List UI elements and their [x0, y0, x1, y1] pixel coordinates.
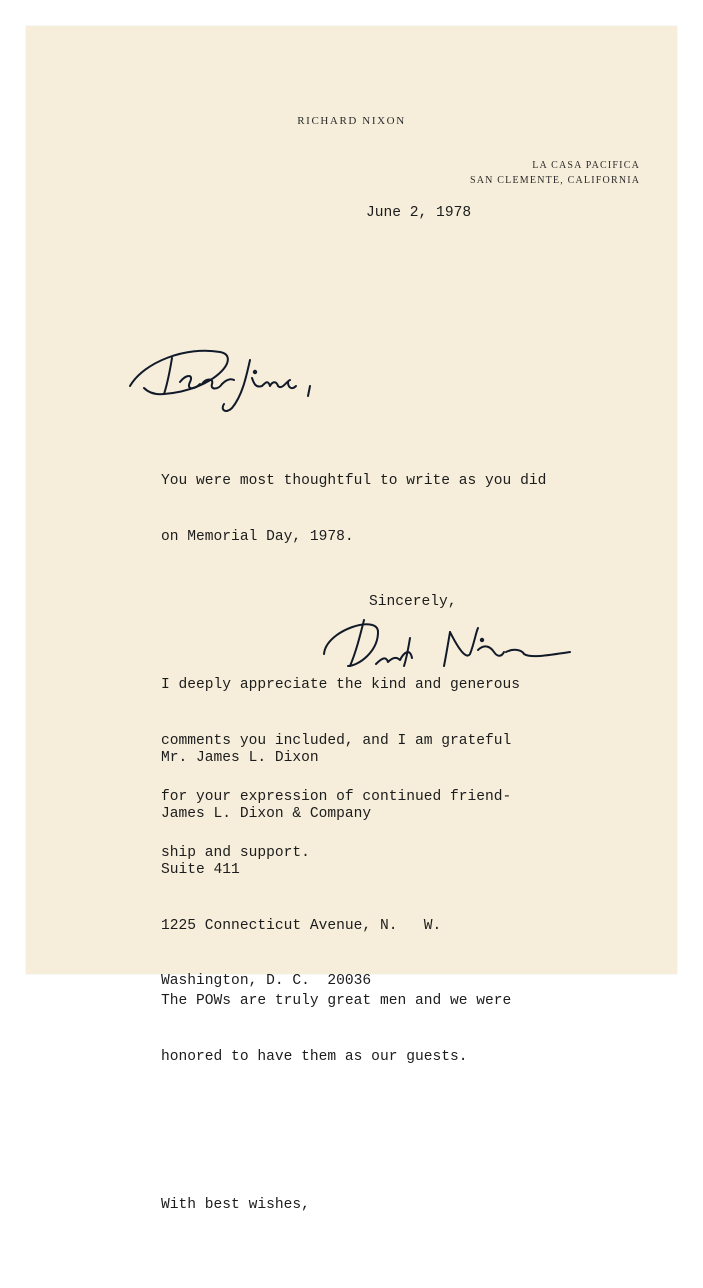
recipient-address — [161, 712, 441, 1010]
recipient-line: James L. Dixon & Company — [161, 805, 372, 822]
letter-date: June 2, 1978 — [366, 205, 472, 221]
recipient-line: Mr. James L. Dixon — [161, 750, 319, 767]
letterhead-address-line-2: SAN CLEMENTE, CALIFORNIA — [470, 175, 641, 186]
recipient-line: Washington, D. C. 20036 — [161, 973, 372, 990]
body-paragraph-1 — [161, 435, 546, 584]
handwritten-signature — [318, 608, 578, 680]
body-line: I deeply appreciate the kind and generous — [161, 677, 521, 694]
letterhead-address — [470, 158, 640, 188]
body-paragraph-4 — [161, 1159, 546, 1252]
recipient-line: 1225 Connecticut Avenue, N. W. — [161, 917, 442, 934]
letterhead-name: RICHARD NIXON — [297, 115, 406, 127]
body-line: ship and support. — [161, 844, 310, 861]
closing-text: Sincerely, — [369, 594, 457, 610]
recipient-line: Suite 411 — [161, 861, 240, 878]
body-line: The POWs are truly great men and we were — [161, 992, 512, 1009]
body-line: honored to have them as our guests. — [161, 1048, 468, 1065]
body-line: on Memorial Day, 1978. — [161, 529, 354, 546]
letterhead-address-line-1: LA CASA PACIFICA — [532, 160, 640, 171]
body-line: for your expression of continued friend- — [161, 788, 512, 805]
body-line: You were most thoughtful to write as you did — [161, 473, 547, 490]
body-line: With best wishes, — [161, 1196, 310, 1213]
body-line: comments you included, and I am grateful — [161, 733, 512, 750]
